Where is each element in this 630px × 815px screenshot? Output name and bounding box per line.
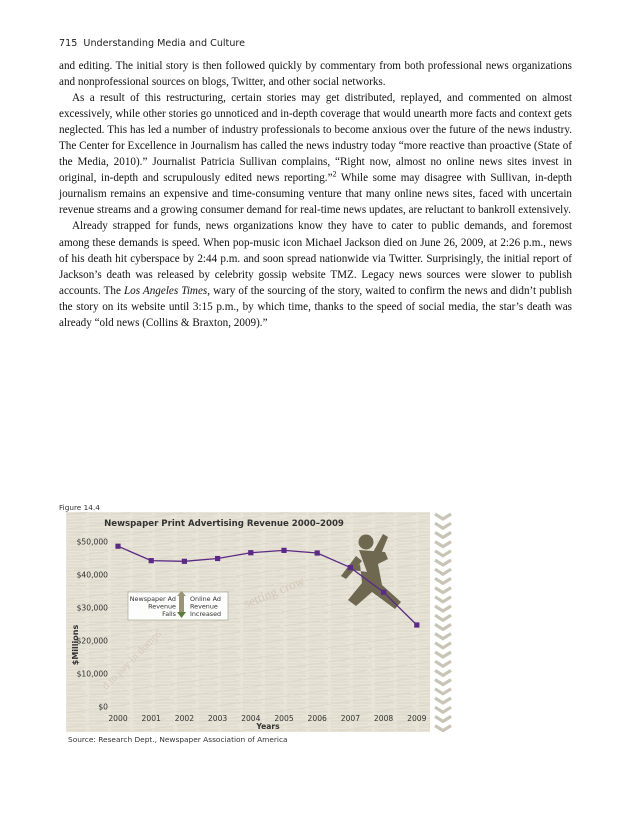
- page-number: 715: [59, 38, 78, 49]
- x-tick-label: 2001: [141, 714, 161, 723]
- data-point: [348, 565, 353, 570]
- chevron-icon: [435, 680, 451, 685]
- chevron-icon: [435, 643, 451, 648]
- chevron-icon: [435, 578, 451, 583]
- paragraph-2-text-a: As a result of this restructuring, certain stories may get distributed, replayed, and commented on almost excessively, while other stories go unnoticed and in-depth coverage that would unearth more facts and context gets neglected. This has led a number of industry professionals to become anxious over the future of the news industry. The Center for Excellence in Journalism has called the news industry today “more reactive than proactive (State of the Media, 2010).” Journalist Patricia Sullivan complains, “Right now, almost no online news sites invest in original, in-depth and scrupulously edited news reporting.”: [59, 92, 572, 185]
- data-point: [248, 550, 253, 555]
- chevron-icon: [435, 698, 451, 703]
- y-tick-label: $0: [98, 702, 108, 712]
- paragraph-3-text-a: Already strapped for funds, news organizations know they have to cater to public demands, and foremost among these demands is speed. When pop-music icon Michael Jackson died on June 26, 2009, at 2:26 p.m., news of his death hit cyberspace by 2:44 p.m. and soon spread nationwide via Twitter. Surprisingly, the initial report of Jackson’s death was released by celebrity gossip website TMZ. Legacy news sources were slower to publish accounts. The: [59, 220, 572, 297]
- chevron-icon: [435, 670, 451, 675]
- legend-left-line: Newspaper Ad: [129, 595, 176, 603]
- legend-right-line: Revenue: [190, 602, 218, 611]
- figure-source: Source: Research Dept., Newspaper Association of America: [68, 735, 288, 744]
- data-point: [281, 548, 286, 553]
- legend-box: [128, 591, 228, 620]
- chevron-icon: [435, 634, 451, 639]
- x-tick-label: 2006: [307, 714, 327, 723]
- paragraph-3-text-b: , wary of the sourcing of the story, waited to confirm the news and didn’t publish the story on its website until 3:15 p.m., by which time, thanks to the speed of social media, the star’s death was already “old news (Collins & Braxton, 2009).”: [59, 284, 572, 329]
- chevron-icon: [435, 514, 451, 519]
- x-tick-label: 2004: [241, 714, 261, 723]
- paragraph-1: and editing. The initial story is then followed quickly by commentary from both professional news organizations and nonprofessional sources on blogs, Twitter, and other social networks.: [59, 60, 572, 89]
- chevron-icon: [435, 624, 451, 629]
- y-axis-label: $Millions: [71, 624, 80, 666]
- data-point: [381, 590, 386, 595]
- background-word: setting crow: [241, 572, 307, 611]
- y-tick-label: $30,000: [76, 603, 108, 613]
- data-point: [149, 558, 154, 563]
- chevron-icon: [435, 588, 451, 593]
- x-tick-label: 2003: [207, 714, 228, 723]
- paragraph-2: [59, 90, 572, 218]
- y-tick-label: $20,000: [76, 636, 108, 646]
- running-head: [59, 38, 245, 49]
- legend-right-line: Online Ad: [190, 595, 221, 603]
- chevron-icon: [435, 532, 451, 537]
- y-tick-label: $50,000: [76, 537, 108, 547]
- x-tick-label: 2005: [274, 714, 294, 723]
- body-text: [59, 58, 572, 331]
- background-word: d to pay in dumps: [99, 627, 164, 693]
- data-point: [414, 622, 419, 627]
- legend-left-line: Falls: [162, 610, 176, 618]
- data-point: [115, 544, 120, 549]
- legend-left-line: Revenue: [148, 602, 176, 611]
- data-point: [315, 550, 320, 555]
- y-tick-label: $10,000: [76, 669, 108, 679]
- chart-title: Newspaper Print Advertising Revenue 2000–2009: [104, 519, 344, 529]
- x-tick-label: 2002: [174, 714, 195, 723]
- book-title: Understanding Media and Culture: [83, 38, 246, 49]
- figure-chart: [66, 512, 430, 732]
- chevron-icon: [435, 652, 451, 657]
- chevron-icon: [435, 523, 451, 528]
- data-point: [182, 559, 187, 564]
- x-tick-label: 2009: [407, 714, 427, 723]
- chevron-icon: [435, 597, 451, 602]
- figure-label: Figure 14.4: [59, 503, 100, 512]
- paragraph-2-text-b: While some may disagree with Sullivan, in-depth journalism remains an expensive and time-consuming venture that many online news sites, faced with uncertain revenue streams and a growing consumer demand for real-time news updates, are reluctant to bankroll extensively.: [59, 172, 573, 217]
- legend-right-line: Increased: [190, 610, 222, 618]
- chevron-icon: [435, 726, 451, 731]
- paragraph-3-italic: Los Angeles Times: [123, 284, 208, 297]
- data-point: [215, 556, 220, 561]
- chevron-icon: [435, 661, 451, 666]
- chevron-icon: [435, 716, 451, 721]
- chevron-icon: [435, 569, 451, 574]
- chevron-strip: [432, 512, 454, 732]
- x-tick-label: 2008: [373, 714, 394, 723]
- paragraph-3: [59, 218, 572, 330]
- chart-svg: [66, 512, 430, 732]
- chevron-icon: [435, 560, 451, 565]
- chevron-icon: [435, 551, 451, 556]
- footnote-marker[interactable]: 2: [332, 169, 337, 179]
- x-tick-label: 2007: [340, 714, 361, 723]
- chevron-icon: [435, 606, 451, 611]
- x-tick-label: 2000: [108, 714, 128, 723]
- y-tick-label: $40,000: [76, 570, 108, 580]
- chevron-icon: [435, 707, 451, 712]
- chevron-icon: [435, 689, 451, 694]
- chevron-icon: [435, 615, 451, 620]
- x-axis-label: Years: [256, 722, 280, 731]
- chevron-icon: [435, 542, 451, 547]
